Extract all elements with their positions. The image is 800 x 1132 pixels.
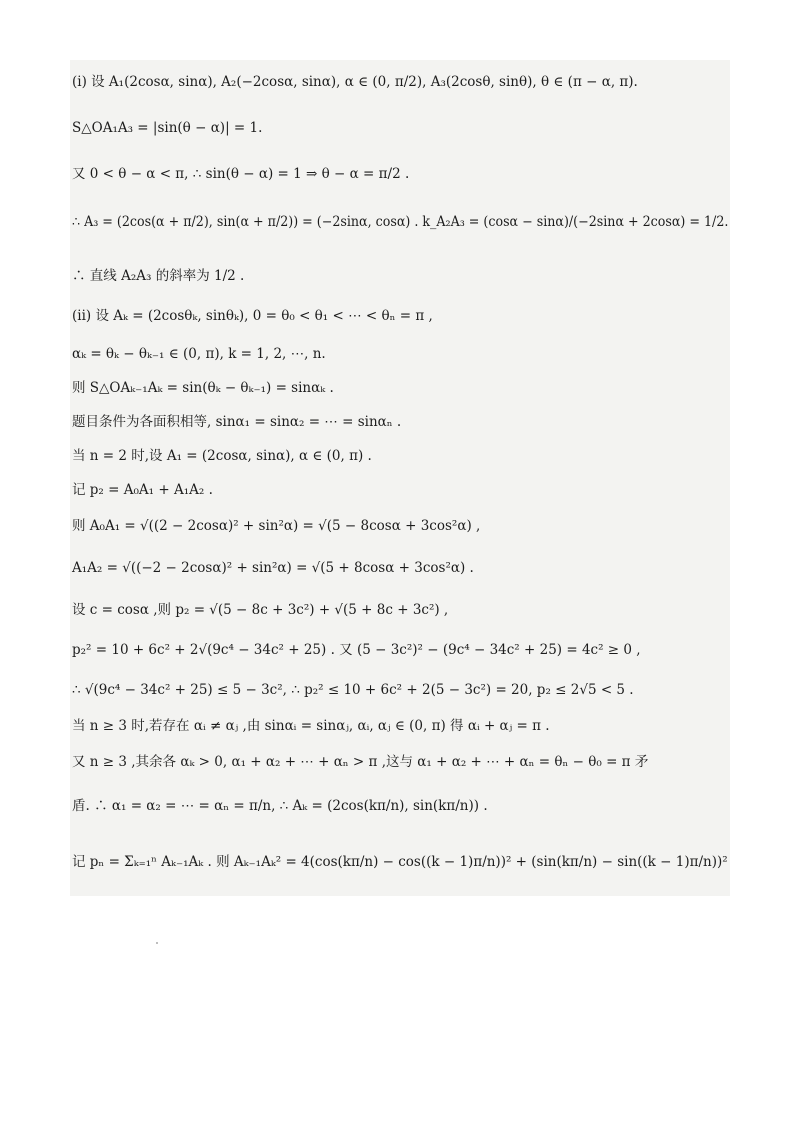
solution-line-5: ∴ 直线 A₂A₃ 的斜率为 1/2 . bbox=[72, 268, 245, 284]
solution-line-16: ∴ √(9c⁴ − 34c² + 25) ≤ 5 − 3c², ∴ p₂² ≤ 10 + 6c² + 2(5 − 3c²) = 20, p₂ ≤ 2√5 < 5 . bbox=[72, 682, 634, 698]
solution-line-1: (i) 设 A₁(2cosα, sinα), A₂(−2cosα, sinα), α ∈ (0, π/2), A₃(2cosθ, sinθ), θ ∈ (π − α, π). bbox=[72, 74, 638, 90]
solution-line-11: 记 p₂ = A₀A₁ + A₁A₂ . bbox=[72, 482, 213, 498]
solution-line-10: 当 n = 2 时,设 A₁ = (2cosα, sinα), α ∈ (0, π) . bbox=[72, 448, 372, 464]
solution-line-9: 题目条件为各面积相等, sinα₁ = sinα₂ = ⋯ = sinαₙ . bbox=[72, 414, 402, 430]
solution-line-17: 当 n ≥ 3 时,若存在 αᵢ ≠ αⱼ ,由 sinαᵢ = sinαⱼ, αᵢ, αⱼ ∈ (0, π) 得 αᵢ + αⱼ = π . bbox=[72, 718, 550, 734]
stray-mark bbox=[156, 942, 158, 944]
solution-line-8: 则 S△OAₖ₋₁Aₖ = sin(θₖ − θₖ₋₁) = sinαₖ . bbox=[72, 380, 334, 396]
solution-line-14: 设 c = cosα ,则 p₂ = √(5 − 8c + 3c²) + √(5 + 8c + 3c²) , bbox=[72, 602, 449, 618]
solution-line-7: αₖ = θₖ − θₖ₋₁ ∈ (0, π), k = 1, 2, ⋯, n. bbox=[72, 346, 326, 362]
solution-line-6: (ii) 设 Aₖ = (2cosθₖ, sinθₖ), 0 = θ₀ < θ₁ < ⋯ < θₙ = π , bbox=[72, 308, 433, 324]
solution-line-12: 则 A₀A₁ = √((2 − 2cosα)² + sin²α) = √(5 − 8cosα + 3cos²α) , bbox=[72, 518, 481, 534]
solution-line-15: p₂² = 10 + 6c² + 2√(9c⁴ − 34c² + 25) . 又 (5 − 3c²)² − (9c⁴ − 34c² + 25) = 4c² ≥ 0 , bbox=[72, 642, 641, 658]
solution-line-19: 盾. ∴ α₁ = α₂ = ⋯ = αₙ = π/n, ∴ Aₖ = (2cos(kπ/n), sin(kπ/n)) . bbox=[72, 798, 488, 814]
solution-line-2: S△OA₁A₃ = |sin(θ − α)| = 1. bbox=[72, 120, 263, 136]
solution-line-4: ∴ A₃ = (2cos(α + π/2), sin(α + π/2)) = (−2sinα, cosα) . k_A₂A₃ = (cosα − sinα)/(−2sinα + 2cosα) = 1/2. bbox=[72, 214, 729, 230]
solution-line-13: A₁A₂ = √((−2 − 2cosα)² + sin²α) = √(5 + 8cosα + 3cos²α) . bbox=[72, 560, 474, 576]
solution-line-20: 记 pₙ = Σₖ₌₁ⁿ Aₖ₋₁Aₖ . 则 Aₖ₋₁Aₖ² = 4(cos(kπ/n) − cos((k − 1)π/n))² + (sin(kπ/n) − sin((k − 1)π/n))² bbox=[72, 854, 728, 870]
solution-line-3: 又 0 < θ − α < π, ∴ sin(θ − α) = 1 ⇒ θ − α = π/2 . bbox=[72, 166, 410, 182]
solution-line-18: 又 n ≥ 3 ,其余各 αₖ > 0, α₁ + α₂ + ⋯ + αₙ > π ,这与 α₁ + α₂ + ⋯ + αₙ = θₙ − θ₀ = π 矛 bbox=[72, 754, 649, 770]
